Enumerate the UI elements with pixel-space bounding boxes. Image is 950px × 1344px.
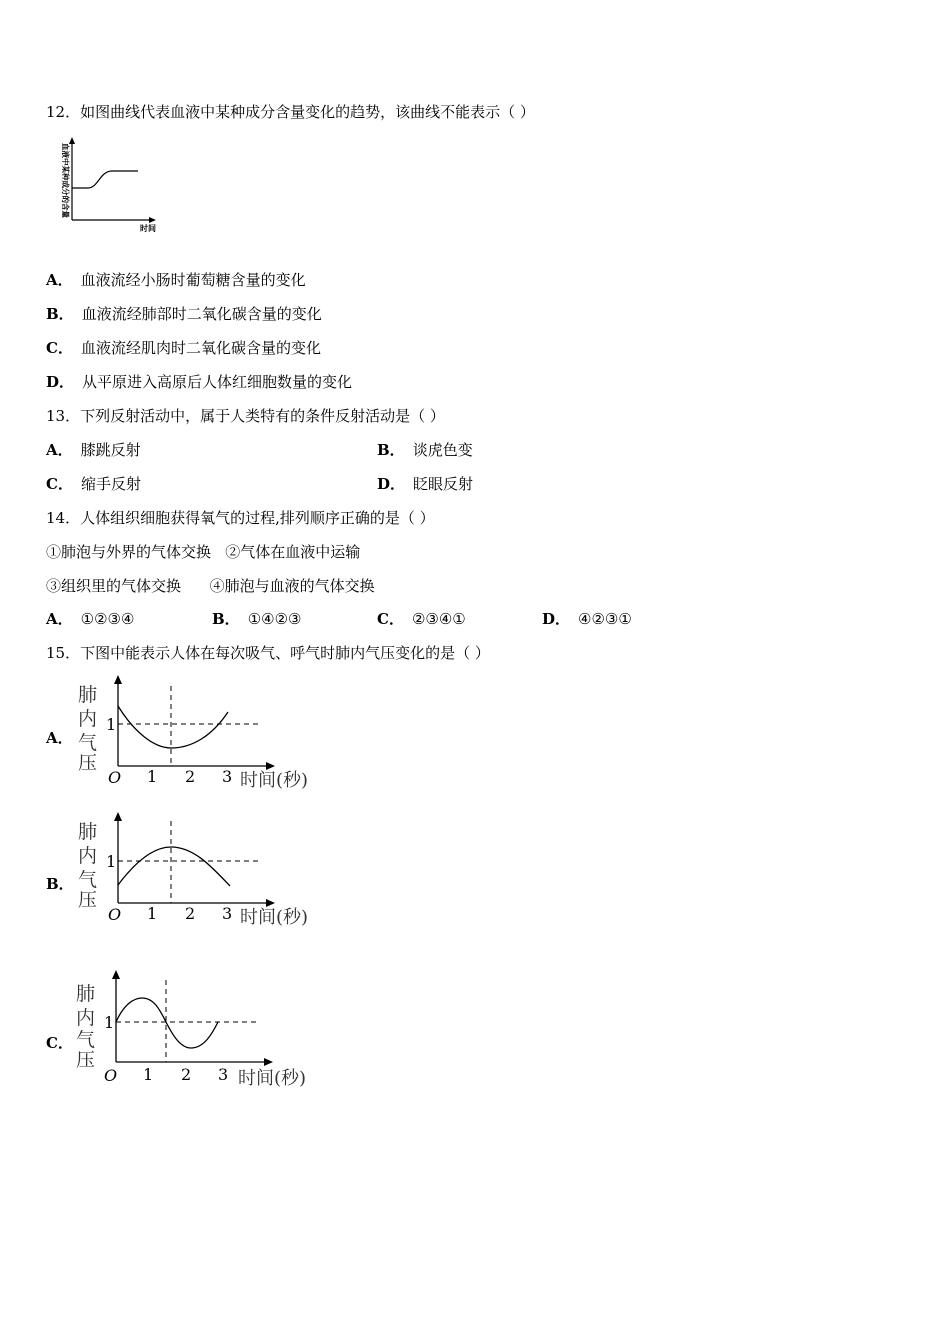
q12-stem: 12．如图曲线代表血液中某种成分含量变化的趋势，该曲线不能表示（ ） [46, 103, 535, 121]
ylabel-char: 内 [78, 708, 98, 730]
option-letter: B． [212, 610, 240, 628]
x-axis-label: 时间(秒) [240, 907, 309, 928]
option-letter: D． [542, 610, 571, 628]
q15-graph-c[interactable] [72, 966, 332, 1096]
origin-label: O [108, 905, 122, 924]
x-tick-label: 2 [185, 904, 196, 923]
option-letter: A． [46, 271, 73, 289]
option-text: 血液流经肺部时二氧化碳含量的变化 [81, 305, 322, 323]
option-letter: D． [46, 373, 75, 391]
q15-option-a-label[interactable]: A． [46, 729, 73, 747]
q14-items-line1: ①肺泡与外界的气体交换 ②气体在血液中运输 [46, 543, 361, 561]
option-letter: A． [46, 610, 73, 628]
option-text: 血液流经小肠时葡萄糖含量的变化 [80, 271, 306, 289]
tick-label-1: 1 [106, 852, 117, 871]
option-text: ①④②③ [247, 610, 302, 628]
x-tick-label: 3 [218, 1065, 229, 1084]
option-text: 血液流经肌肉时二氧化碳含量的变化 [80, 339, 321, 357]
ylabel-char: 内 [78, 845, 98, 867]
origin-label: O [108, 768, 122, 787]
q15-option-b-label[interactable]: B． [46, 875, 74, 893]
ylabel-char: 肺 [78, 821, 98, 843]
q14-option-d[interactable] [542, 609, 632, 629]
q12-option-d[interactable] [46, 372, 352, 392]
q13-option-b[interactable] [377, 440, 473, 460]
q12-curve [72, 171, 138, 188]
tick-label-1: 1 [106, 715, 117, 734]
q15-option-c-label[interactable]: C． [46, 1034, 73, 1052]
y-arrow [112, 970, 120, 979]
y-arrow [114, 812, 122, 821]
option-letter: B． [46, 305, 74, 323]
option-letter: B． [377, 441, 405, 459]
x-arrow [266, 762, 275, 770]
x-axis-label: 时间(秒) [238, 1068, 307, 1089]
x-tick-label: 2 [181, 1065, 192, 1084]
q15-graph-a[interactable] [74, 672, 334, 797]
pressure-curve [118, 847, 230, 886]
x-tick-label: 3 [222, 904, 233, 923]
option-letter: C． [46, 339, 73, 357]
option-text: 谈虎色变 [412, 441, 473, 459]
option-letter: C． [46, 475, 73, 493]
option-text: ①②③④ [80, 610, 135, 628]
q12-ylabel: 血液中某种成分的含量 [61, 143, 70, 218]
ylabel-char: 气 [78, 732, 98, 754]
option-text: 从平原进入高原后人体红细胞数量的变化 [82, 373, 353, 391]
q14-stem: 14．人体组织细胞获得氧气的过程,排列顺序正确的是（ ） [46, 509, 435, 527]
ylabel-char: 气 [78, 869, 98, 891]
option-text: 缩手反射 [80, 475, 141, 493]
x-tick-label: 3 [222, 767, 233, 786]
ylabel-char: 肺 [76, 983, 96, 1005]
x-tick-label: 1 [143, 1065, 154, 1084]
ylabel-char: 内 [76, 1007, 96, 1029]
q12-graph [54, 135, 164, 235]
q14-items-line2: ③组织里的气体交换 ④肺泡与血液的气体交换 [46, 577, 375, 595]
x-tick-label: 2 [185, 767, 196, 786]
q15-stem: 15．下图中能表示人体在每次吸气、呼气时肺内气压变化的是（ ） [46, 644, 490, 662]
option-letter: D． [377, 475, 406, 493]
q13-option-a[interactable] [46, 440, 141, 460]
y-arrow [114, 675, 122, 684]
q12-option-b[interactable] [46, 304, 322, 324]
q14-option-b[interactable] [212, 609, 301, 629]
q14-option-c[interactable] [377, 609, 466, 629]
q13-option-c[interactable] [46, 474, 141, 494]
tick-label-1: 1 [104, 1013, 115, 1032]
ylabel-char: 压 [76, 1049, 96, 1071]
q12-option-c[interactable] [46, 338, 321, 358]
option-text: ④②③① [578, 610, 632, 628]
q12-xlabel: 时间 [140, 223, 156, 233]
q12-option-a[interactable] [46, 270, 306, 290]
option-letter: C． [377, 610, 404, 628]
x-tick-label: 1 [147, 904, 158, 923]
option-text: 眨眼反射 [413, 475, 474, 493]
q15-graph-b[interactable] [74, 809, 334, 934]
x-tick-label: 1 [147, 767, 158, 786]
x-axis-label: 时间(秒) [240, 770, 309, 791]
option-text: 膝跳反射 [80, 441, 141, 459]
q14-option-a[interactable] [46, 609, 134, 629]
ylabel-char: 压 [78, 889, 98, 911]
x-arrow [264, 1058, 273, 1066]
ylabel-char: 肺 [78, 684, 98, 706]
q13-option-d[interactable] [377, 474, 473, 494]
q13-stem: 13．下列反射活动中，属于人类特有的条件反射活动是（ ） [46, 407, 445, 425]
option-text: ②③④① [411, 610, 466, 628]
ylabel-char: 压 [78, 752, 98, 774]
option-letter: A． [46, 441, 73, 459]
origin-label: O [104, 1066, 118, 1085]
pressure-curve [118, 706, 228, 748]
pressure-curve [116, 998, 218, 1048]
ylabel-char: 气 [76, 1029, 96, 1051]
x-arrow [266, 899, 275, 907]
